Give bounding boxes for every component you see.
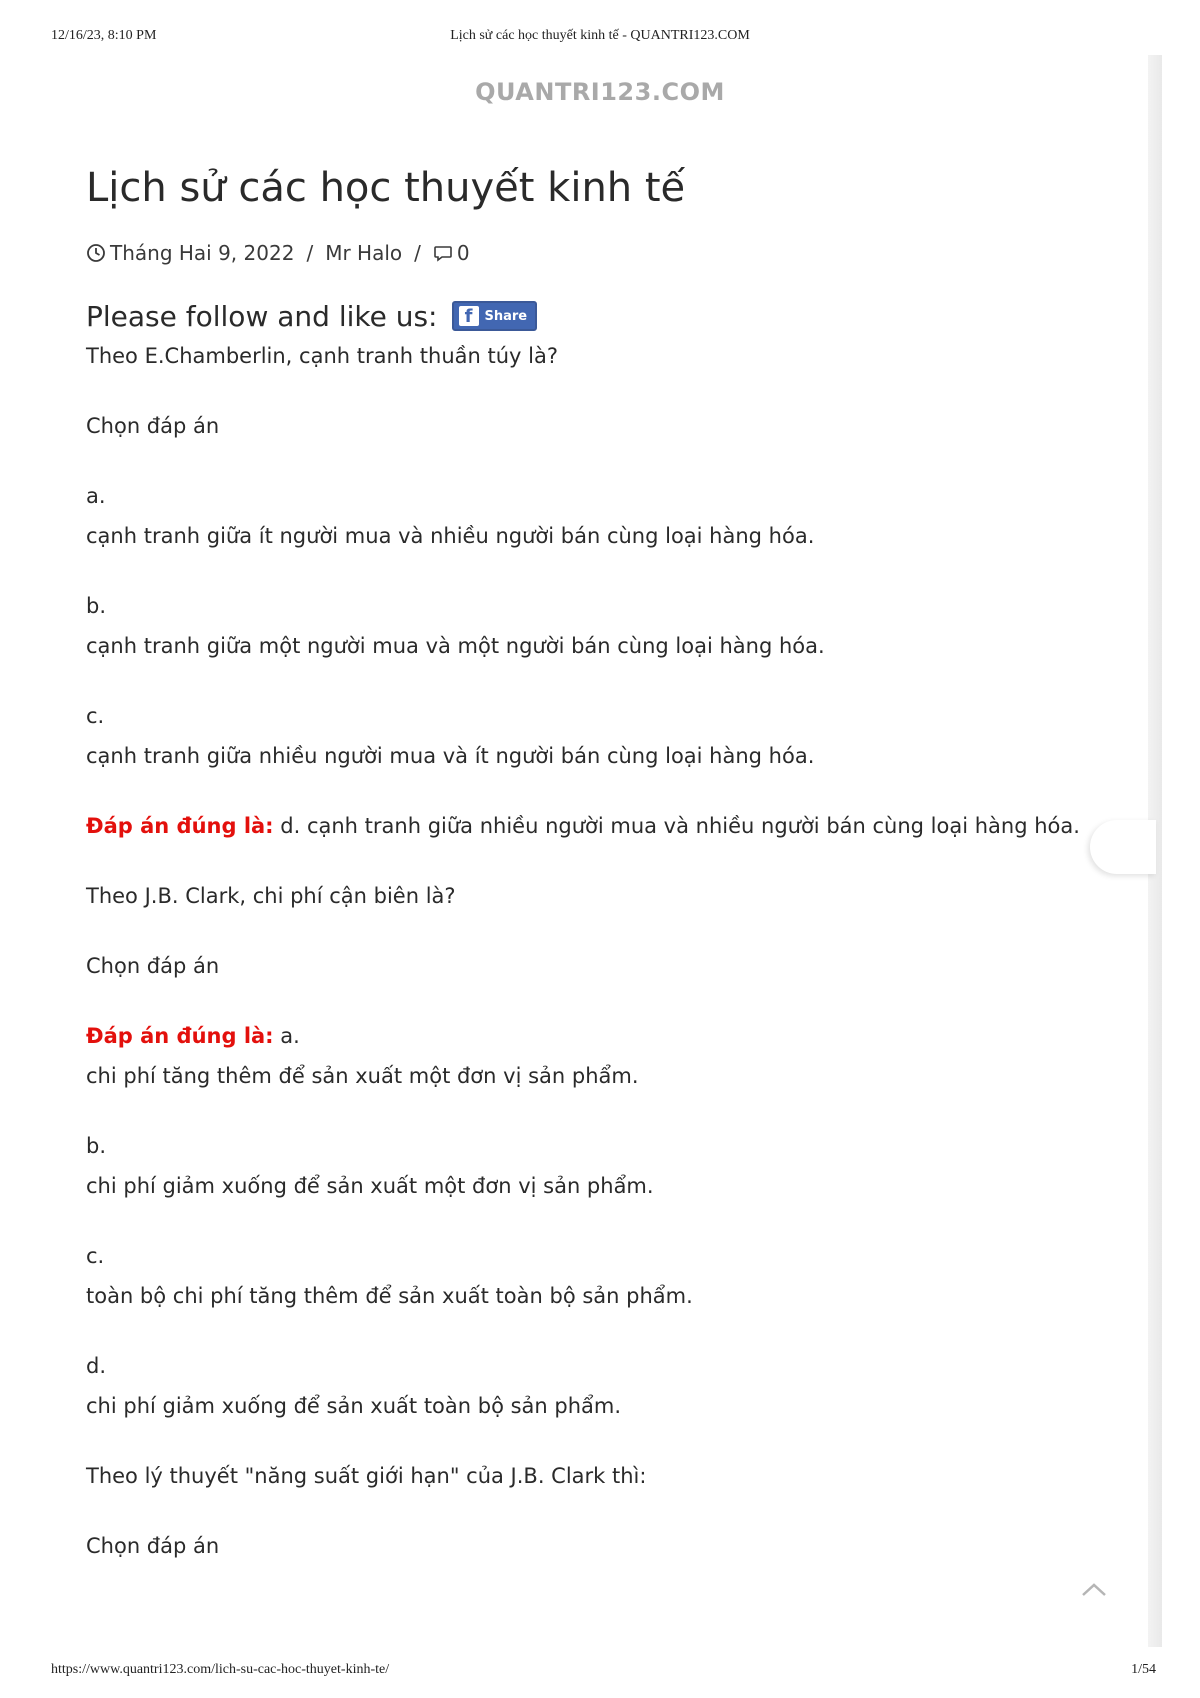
option-text: cạnh tranh giữa một người mua và một người bán cùng loại hàng hóa. [86,634,825,658]
facebook-share-button[interactable] [452,301,538,331]
option-text: toàn bộ chi phí tăng thêm để sản xuất toàn bộ sản phẩm. [86,1284,693,1308]
meta-separator: / [414,241,421,265]
print-datetime: 12/16/23, 8:10 PM [51,28,157,43]
option-letter: d. [86,1354,107,1378]
option-letter: b. [86,594,107,618]
option-letter: c. [86,1244,105,1268]
article-content [86,336,1096,1566]
post-author[interactable]: Mr Halo [325,241,403,265]
correct-answer [86,1016,1096,1056]
question-text: Theo J.B. Clark, chi phí cận biên là? [86,884,456,908]
choose-answer-prompt: Chọn đáp án [86,954,220,978]
post-meta [86,238,1096,268]
choose-answer-prompt: Chọn đáp án [86,414,220,438]
option-letter: c. [86,704,105,728]
comment-icon [433,243,453,263]
article [86,160,1096,1566]
clock-icon [86,243,106,263]
option-text: chi phí giảm xuống để sản xuất một đơn vị sản phẩm. [86,1174,654,1198]
question-text: Theo E.Chamberlin, cạnh tranh thuần túy là? [86,344,558,368]
floating-widget[interactable] [1090,820,1156,874]
correct-answer [86,806,1096,846]
post-comment-count[interactable]: 0 [456,241,470,265]
print-page-number: 1/54 [1131,1662,1156,1677]
print-header [0,28,1200,48]
option-text: cạnh tranh giữa nhiều người mua và ít người bán cùng loại hàng hóa. [86,744,815,768]
option-text: chi phí tăng thêm để sản xuất một đơn vị sản phẩm. [86,1064,639,1088]
option-letter: a. [86,484,106,508]
site-logo[interactable]: QUANTRI123.COM [475,78,725,106]
question-text: Theo lý thuyết "năng suất giới hạn" của J.B. Clark thì: [86,1464,647,1488]
correct-answer-text: d. cạnh tranh giữa nhiều người mua và nhiều người bán cùng loại hàng hóa. [273,814,1080,838]
correct-answer-letter: a. [273,1024,300,1048]
meta-separator: / [306,241,314,265]
print-url: https://www.quantri123.com/lich-su-cac-hoc-thuyet-kinh-te/ [51,1662,390,1677]
facebook-icon: f [459,306,479,326]
scroll-to-top-button[interactable] [1074,1574,1114,1604]
post-title: Lịch sử các học thuyết kinh tế [86,165,686,211]
share-label: Share [484,308,528,324]
option-text: chi phí giảm xuống để sản xuất toàn bộ sản phẩm. [86,1394,622,1418]
print-footer [0,1662,1200,1682]
print-page-title: Lịch sử các học thuyết kinh tế - QUANTRI123.COM [450,28,750,43]
choose-answer-prompt: Chọn đáp án [86,1534,220,1558]
chevron-up-icon [1074,1574,1114,1604]
option-letter: b. [86,1134,107,1158]
follow-row [86,296,1096,336]
correct-answer-label: Đáp án đúng là: [86,1024,274,1048]
follow-label: Please follow and like us: [86,299,438,333]
correct-answer-label: Đáp án đúng là: [86,814,274,838]
option-text: cạnh tranh giữa ít người mua và nhiều người bán cùng loại hàng hóa. [86,524,815,548]
post-date[interactable]: Tháng Hai 9, 2022 [110,241,295,265]
